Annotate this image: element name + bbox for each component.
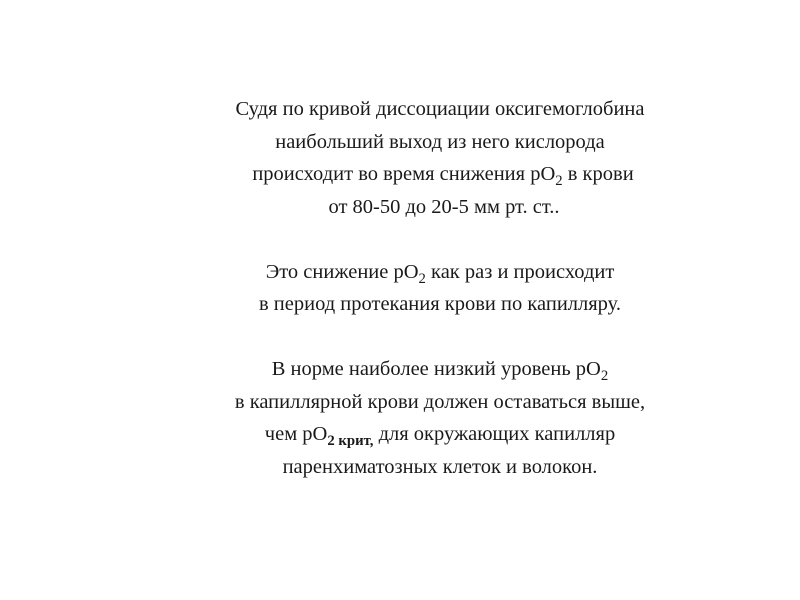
- text-line: в капиллярной крови должен оставаться выше,: [234, 390, 646, 413]
- paragraph-1: [160, 93, 720, 223]
- text-fragment: Это снижение pO: [265, 260, 419, 283]
- text-line: [160, 256, 720, 289]
- subscript: 2 крит,: [327, 433, 374, 450]
- text-line: [160, 353, 720, 386]
- text-line: от 80-50 до 20-5 мм рт. ст..: [328, 195, 560, 218]
- text-fragment: В норме наиболее низкий уровень pO: [271, 358, 601, 380]
- paragraph-spacer: [160, 223, 720, 256]
- text-fragment: как раз и происходит: [425, 260, 615, 283]
- text-line: паренхиматозных клеток и волокон.: [282, 455, 598, 478]
- subscript: 2: [418, 270, 426, 287]
- text-fragment: происходит во время снижения pO: [252, 163, 556, 185]
- paragraph-2: [160, 256, 720, 321]
- text-line: наибольший выход из него кислорода: [275, 130, 605, 153]
- slide-text-block: [160, 93, 720, 483]
- subscript: 2: [555, 173, 563, 190]
- text-fragment: для окружающих капилляр: [373, 423, 616, 445]
- text-line: Судя по кривой диссоциации оксигемоглобина: [235, 98, 645, 120]
- paragraph-3: [160, 353, 720, 483]
- subscript: 2: [600, 368, 609, 385]
- text-line: [160, 418, 720, 451]
- text-fragment: чем pO: [264, 423, 328, 445]
- text-line: [160, 158, 720, 191]
- paragraph-spacer: [160, 321, 720, 354]
- text-line: в период протекания крови по капилляру.: [258, 293, 621, 315]
- text-fragment: в крови: [562, 163, 634, 185]
